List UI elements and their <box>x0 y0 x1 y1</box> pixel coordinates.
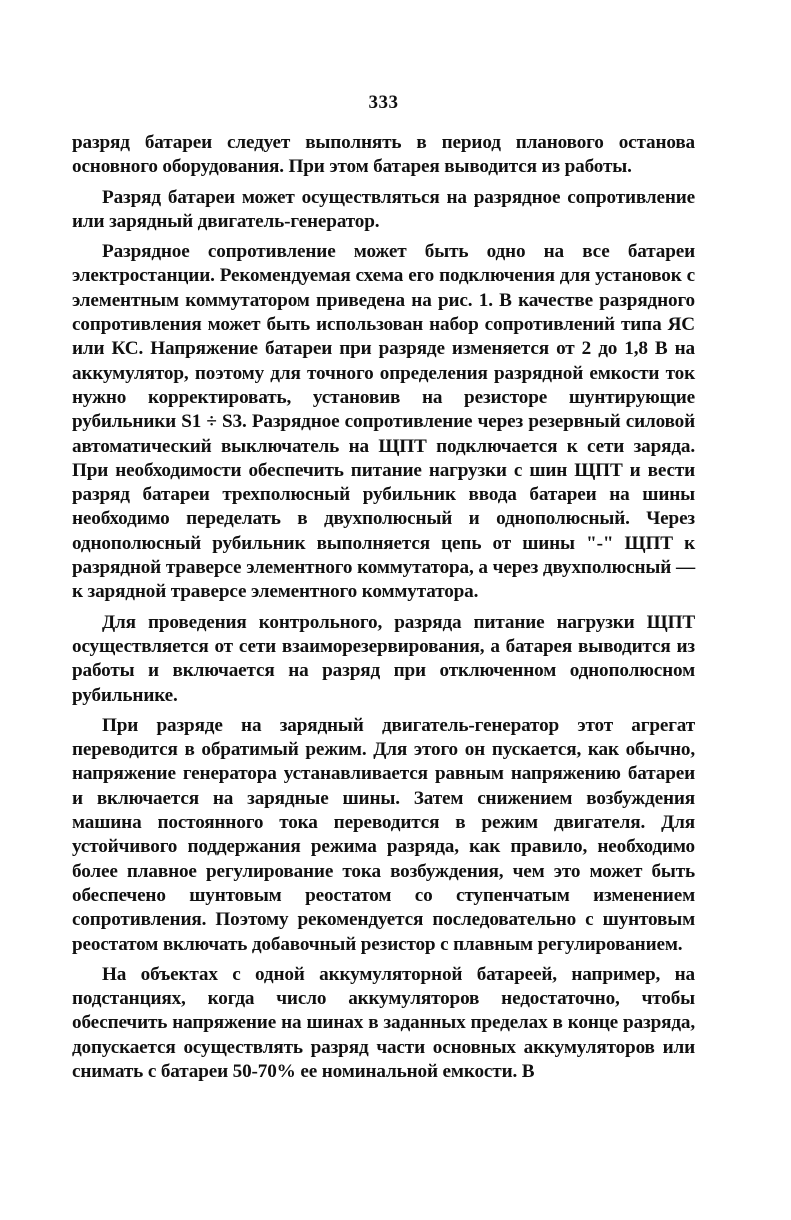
paragraph-1: разряд батареи следует выполнять в период планового останова основного оборудования. При этом батарея выводится из работы. <box>72 132 695 178</box>
page-number: 333 <box>368 92 399 113</box>
paragraph-6: На объектах с одной аккумуляторной батареей, например, на подстанциях, когда число аккумуляторов недостаточно, чтобы обеспечить напряжение на шинах в заданных пределах в конце разряда, допускается осуществлять разряд части основных аккумуляторов или снимать с батареи 50-70% ее номинальной емкости. В <box>72 963 695 1082</box>
paragraph-4: Для проведения контрольного, разряда питание нагрузки ЩПТ осуществляется от сети взаиморезервирования, а батарея выводится из работы и включается на разряд при отключенном однополюсном рубильнике. <box>72 611 695 706</box>
paragraph-3: Разрядное сопротивление может быть одно на все батареи электростанции. Рекомендуемая схема его подключения для установок с элементным коммутатором приведена на рис. 1. В качестве разрядного сопротивления может быть использован набор сопротивлений типа ЯС или КС. Напряжение батареи при разряде изменяется от 2 до 1,8 В на аккумулятор, поэтому для точного определения разрядной емкости ток нужно корректировать, установив на резисторе шунтирующие рубильники S1 ÷ S3. Разрядное сопротивление через резервный силовой автоматический выключатель на ЩПТ подключается к сети заряда. При необходимости обеспечить питание нагрузки с шин ЩПТ и вести разряд батареи трехполюсный рубильник ввода батареи на шины необходимо переделать в двухполюсный и однополюсный. Через однополюсный рубильник выполняется цепь от шины "-" ЩПТ к разрядной траверсе элементного коммутатора, а через двухполюсный — к зарядной траверсе элементного коммутатора. <box>72 241 695 603</box>
text-body <box>72 131 695 1090</box>
paragraph-5: При разряде на зарядный двигатель-генератор этот агрегат переводится в обратимый режим. Для этого он пускается, как обычно, напряжение генератора устанавливается равным напряжению батареи и включается на зарядные шины. Затем снижением возбуждения машина постоянного тока переводится в режим двигателя. Для устойчивого поддержания режима разряда, как правило, необходимо более плавное регулирование тока возбуждения, чем это может быть обеспечено шунтовым реостатом со ступенчатым изменением сопротивления. Поэтому рекомендуется последовательно с шунтовым реостатом включать добавочный резистор с плавным регулированием. <box>72 714 695 955</box>
paragraph-2: Разряд батареи может осуществляться на разрядное сопротивление или зарядный двигатель-генератор. <box>72 186 695 232</box>
